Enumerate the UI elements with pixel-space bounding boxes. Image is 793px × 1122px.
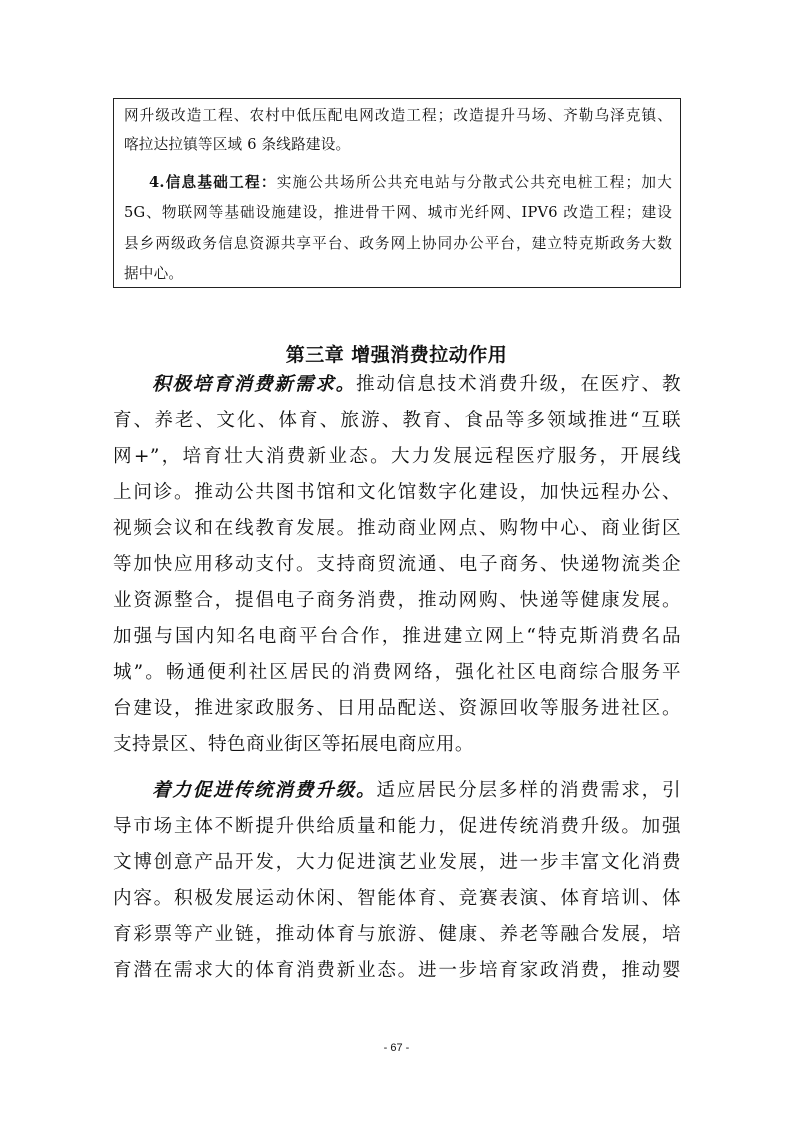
paragraph-line: 台建设，推进家政服务、日用品配送、资源回收等服务进社区。 (113, 698, 681, 719)
page-number: - 67 - (383, 1042, 410, 1054)
paragraph-line: 视频会议和在线教育发展。推动商业网点、购物中心、商业街区 (113, 518, 681, 539)
paragraph-line: 上问诊。推动公共图书馆和文化馆数字化建设，加快远程办公、 (113, 482, 681, 503)
paragraph-lead: 积极培育消费新需求。 (152, 374, 356, 395)
paragraph-line: 城”。畅通便利社区居民的消费网络，强化社区电商综合服务平 (113, 662, 681, 683)
paragraph-text: 推动信息技术消费升级，在医疗、教 (356, 374, 681, 395)
box-line: 网升级改造工程、农村中低压配电网改造工程；改造提升马场、齐勒乌泽克镇、 (124, 107, 672, 124)
paragraph-line (152, 372, 681, 398)
box-line: 县乡两级政务信息资源共享平台、政务网上协同办公平台，建立特克斯政务大数 (124, 235, 672, 252)
paragraph-line: 业资源整合，提倡电子商务消费，推动网购、快递等健康发展。 (113, 590, 681, 611)
chapter-title: 第三章 增强消费拉动作用 (285, 344, 508, 366)
paragraph-line: 导市场主体不断提升供给质量和能力，促进传统消费升级。加强 (113, 816, 681, 837)
paragraph-line: 支持景区、特色商业街区等拓展电商应用。 (113, 734, 474, 755)
box-line: 喀拉达拉镇等区域 6 条线路建设。 (124, 136, 351, 153)
paragraph-text: 适应居民分层多样的消费需求，引 (376, 780, 681, 801)
paragraph-lead: 着力促进传统消费升级。 (152, 780, 377, 801)
paragraph-line: 育潜在需求大的体育消费新业态。进一步培育家政消费，推动婴 (113, 960, 681, 981)
paragraph-line: 育彩票等产业链，推动体育与旅游、健康、养老等融合发展，培 (113, 924, 681, 945)
paragraph-line (152, 778, 681, 804)
paragraph-line: 文博创意产品开发，大力促进演艺业发展，进一步丰富文化消费 (113, 852, 681, 873)
box-line (149, 172, 672, 194)
box-item-text: 实施公共场所公共充电站与分散式公共充电桩工程；加大 (276, 174, 672, 191)
box-line: 5G、物联网等基础设施建设，推进骨干网、城市光纤网、IPV6 改造工程；建设 (124, 204, 672, 221)
paragraph-line: 加强与国内知名电商平台合作，推进建立网上“特克斯消费名品 (113, 626, 681, 647)
paragraph-line: 内容。积极发展运动休闲、智能体育、竞赛表演、体育培训、体 (113, 888, 681, 909)
paragraph-line: 网+”，培育壮大消费新业态。大力发展远程医疗服务，开展线 (113, 446, 681, 467)
paragraph-line: 育、养老、文化、体育、旅游、教育、食品等多领域推进“互联 (113, 410, 681, 431)
paragraph-line: 等加快应用移动支付。支持商贸流通、电子商务、快递物流类企 (113, 554, 681, 575)
info-box (113, 98, 681, 288)
box-line: 据中心。 (124, 265, 184, 282)
box-item-heading: 4.信息基础工程： (149, 174, 277, 191)
